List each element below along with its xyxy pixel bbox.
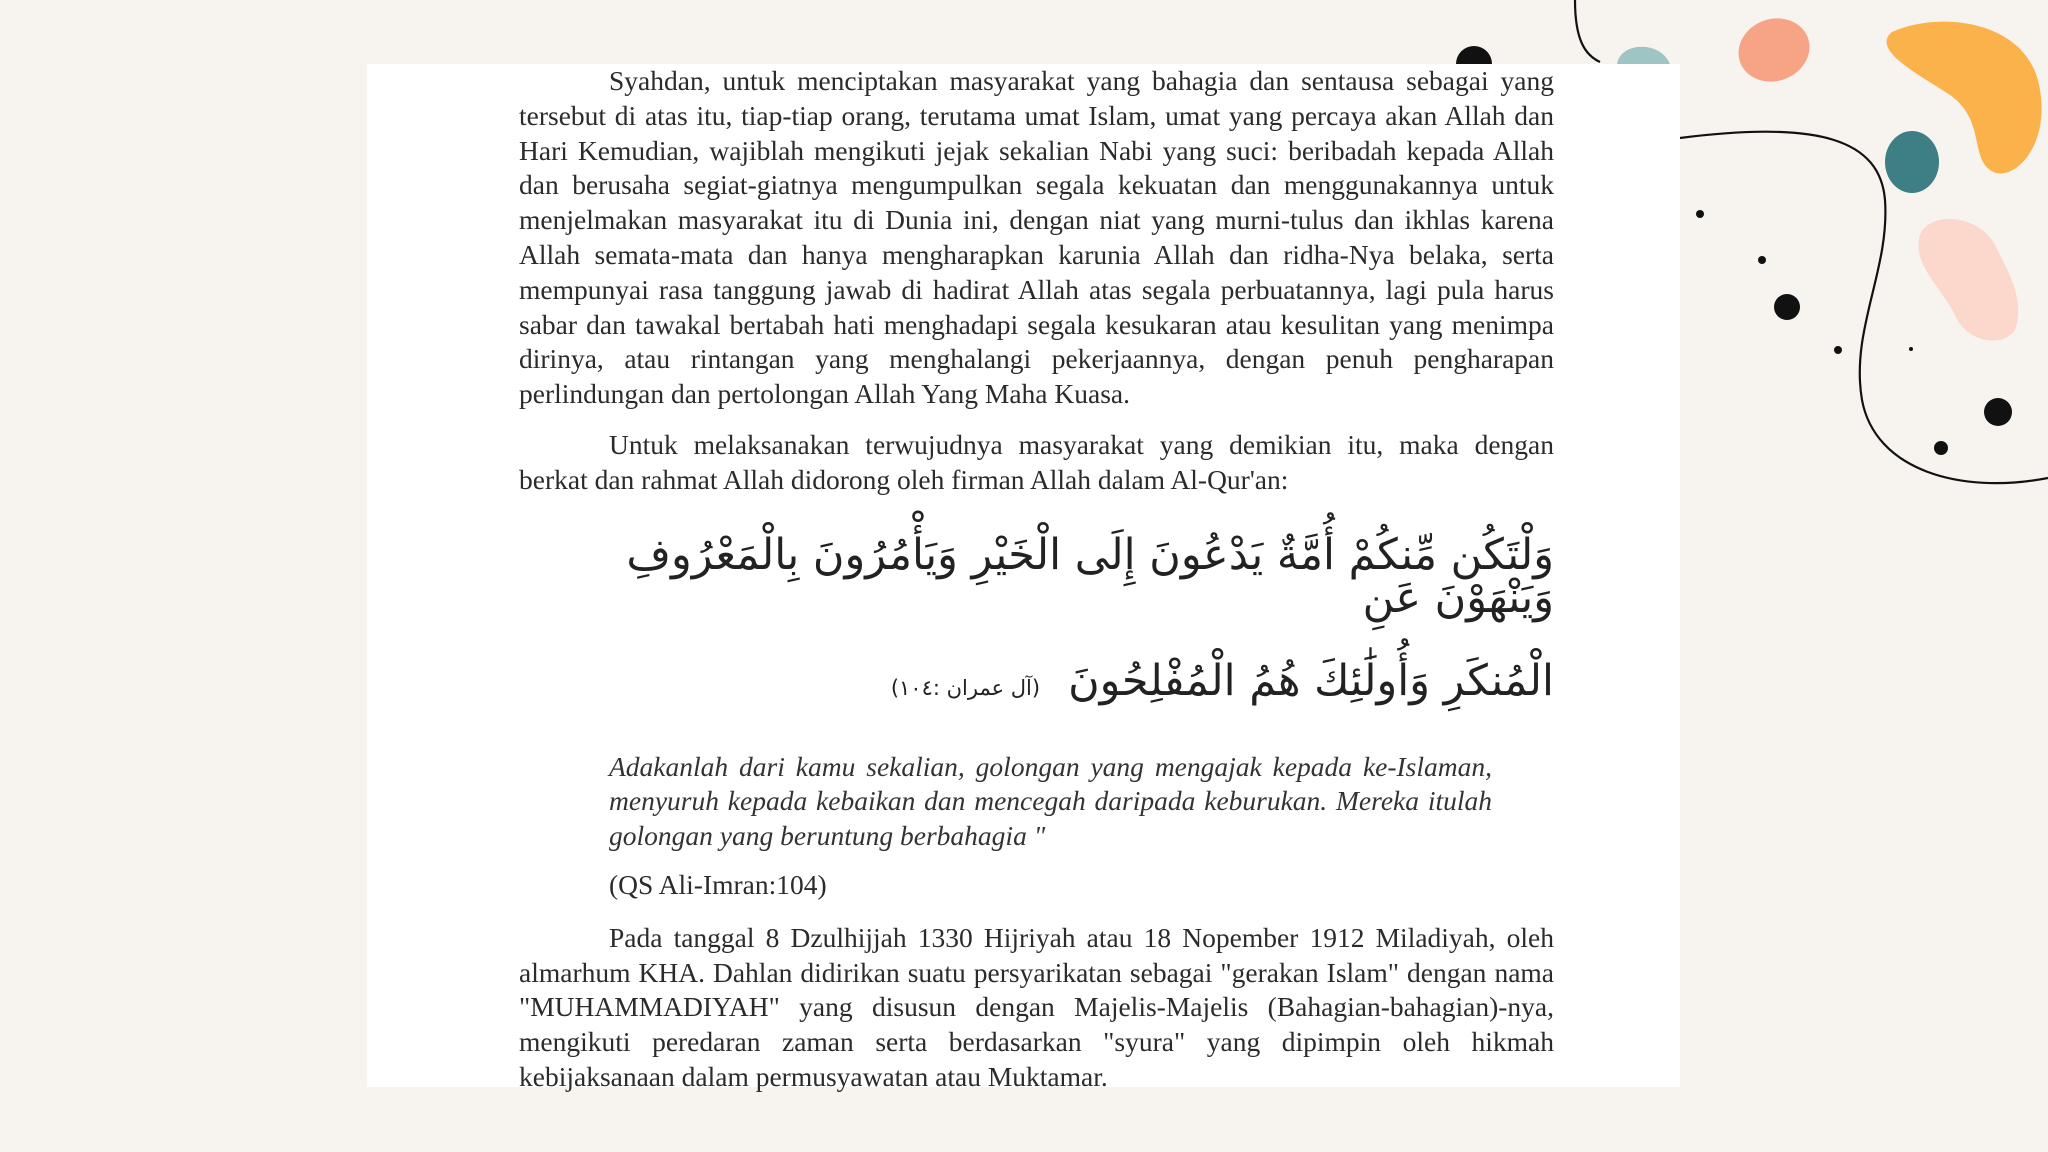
paragraph-2: Untuk melaksanakan terwujudnya masyarakat yang demikian itu, maka dengan berkat dan rahmat Allah didorong oleh firman Allah dalam Al-Qur'an: <box>519 428 1554 495</box>
teal-light-blob <box>1617 47 1670 64</box>
teal-dark-blob <box>1885 131 1939 193</box>
verse-translation: Adakanlah dari kamu sekalian, golongan yang mengajak kepada ke-Islaman, menyuruh kepada kebaikan dan mencegah daripada keburukan. Mereka itulah golongan yang beruntung berbahagia " <box>609 750 1492 852</box>
dot <box>1834 346 1842 354</box>
arabic-verse-line-2 <box>519 655 1554 706</box>
document-page <box>367 64 1680 1092</box>
paragraph-1: Syahdan, untuk menciptakan masyarakat yang bahagia dan sentausa sebagai yang tersebut di atas itu, tiap-tiap orang, terutama umat Islam, umat yang percaya akan Allah dan Hari Kemudian, wajiblah mengikuti jejak sekalian Nabi yang suci: beribadah kepada Allah dan berusaha segiat-giatnya mengumpulkan segala kekuatan dan menggunakannya untuk menjelmakan masyarakat itu di Dunia ini, dengan niat yang murni-tulus dan ikhlas karena Allah semata-mata dan hanya mengharapkan karunia Allah dan ridha-Nya belaka, serta mempunyai rasa tanggung jawab di hadirat Allah atas segala perbuatannya, lagi pula harus sabar dan tawakal bertabah hati menghadapi segala kesukaran atau kesulitan yang menimpa dirinya, atau rintangan yang menghalangi pekerjaannya, dengan penuh pengharapan perlindungan dan pertolongan Allah Yang Maha Kuasa. <box>519 65 1554 410</box>
verse-citation: (QS Ali-Imran:104) <box>609 868 827 900</box>
dot <box>1984 398 2012 426</box>
paragraph-3: Pada tanggal 8 Dzulhijjah 1330 Hijriyah atau 18 Nopember 1912 Miladiyah, oleh almarhum KHA. Dahlan didirikan suatu persyarikatan sebagai "gerakan Islam" dengan nama "MUHAMMADIYAH" yang disusun dengan Majelis-Majelis (Bahagian-bahagian)-nya, mengikuti peredaran zaman serta berdasarkan "syura" yang dipimpin oleh hikmah kebijaksanaan dalam permusyawatan atau Muktamar. <box>519 921 1554 1092</box>
dot <box>1758 256 1766 264</box>
dot <box>1696 210 1704 218</box>
dot <box>1909 347 1913 351</box>
dot <box>1934 441 1948 455</box>
pink-blob <box>1919 219 2019 341</box>
peach-blob <box>1730 9 1819 92</box>
dot <box>1774 294 1800 320</box>
arabic-verse-reference: (آل عمران :١٠٤) <box>890 675 1041 700</box>
arabic-verse-line-1: وَلْتَكُن مِّنكُمْ أُمَّةٌ يَدْعُونَ إِلَى الْخَيْرِ وَيَأْمُرُونَ بِالْمَعْرُوفِ وَيَنْهَوْنَ عَنِ <box>626 529 1554 623</box>
arabic-verse-text: الْمُنكَرِ وَأُولَٰئِكَ هُمُ الْمُفْلِحُونَ <box>1068 655 1554 706</box>
document-body <box>519 64 1554 1095</box>
